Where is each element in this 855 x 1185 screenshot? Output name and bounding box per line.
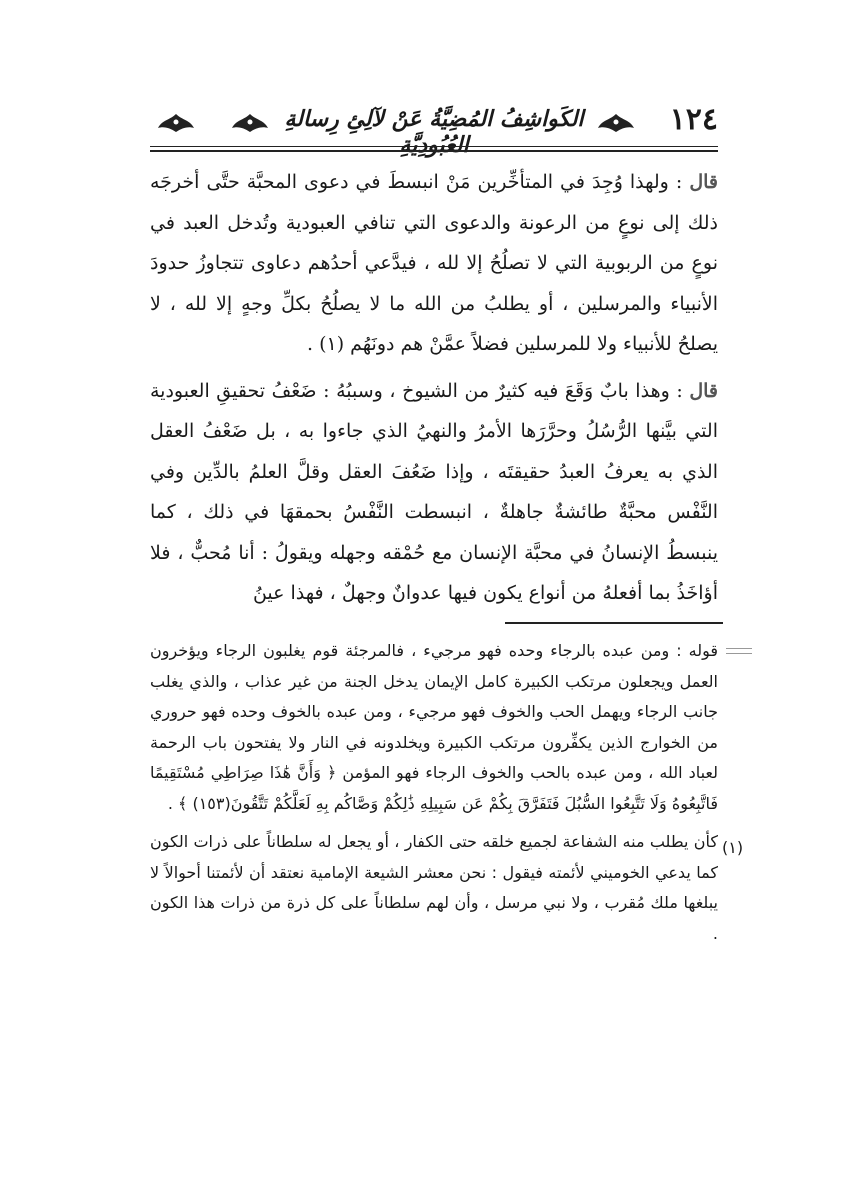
- main-text: [150, 162, 718, 614]
- footnote-separator: [505, 622, 723, 624]
- qala-label: قال: [689, 379, 718, 402]
- paragraph-text: : ولهذا وُجِدَ في المتأخِّرين مَنْ انبسطَ في دعوى المحبَّة حتَّى أخرجَه ذلك إلى نوعٍ من الرعونة والدعوى التي تنافي العبودية وتُدخل العبد في نوعٍ من الربوبية التي لا تصلُحُ إلا لله ، فيدَّعي أحدُهم دعاوى تتجاوزُ حدودَ الأنبياء والمرسلين ، أو يطلبُ من الله ما لا يصلُحُ بكلِّ وجهٍ إلا لله ، لا يصلحُ للأنبياء ولا للمرسلين فضلاً عمَّنْ هم دونَهُم (١) .: [150, 171, 718, 355]
- footnotes: [150, 636, 718, 949]
- floral-ornament-icon: [596, 110, 636, 134]
- floral-ornament-icon: [230, 110, 270, 134]
- margin-mark: [726, 648, 752, 654]
- footnote-continued: قوله : ومن عبده بالرجاء وحده فهو مرجيء ، فالمرجئة قوم يغلبون الرجاء ويؤخرون العمل ويجعلون مرتكب الكبيرة كامل الإيمان يدخل الجنة من غير عذاب ، والذي يغلب جانب الرجاء ويهمل الحب والخوف فهو مرجيء ، ومن عبده بالخوف وحده فهو حروري من الخوارج الذين يكفِّرون مرتكب الكبيرة ويخلدونه في النار ولا يفتحون باب الرحمة لعباد الله ، ومن عبده بالحب والخوف الرجاء فهو المؤمن ﴿ وَأَنَّ هَٰذَا صِرَاطِي مُسْتَقِيمًا فَاتَّبِعُوهُ وَلَا تَتَّبِعُوا السُّبُلَ فَتَفَرَّقَ بِكُمْ عَن سَبِيلِهِ ذَٰلِكُمْ وَصَّاكُم بِهِ لَعَلَّكُمْ تَتَّقُونَ(١٥٣) ﴾ .: [150, 641, 718, 813]
- qala-label: قال: [689, 171, 719, 193]
- footnote-1: كأن يطلب منه الشفاعة لجميع خلقه حتى الكفار ، أو يجعل له سلطاناً على ذرات الكون كما يدعي الخوميني لأئمته فيقول : نحن معشر الشيعة الإمامية نعتقد أن لأئمتنا أحوالاً لا يبلغها ملك مُقرب ، ولا نبي مرسل ، وأن لهم سلطاناً على كل ذرة من ذرات هذا الكون .: [150, 832, 718, 943]
- main-paragraph: [150, 371, 718, 614]
- page-header: [150, 96, 718, 158]
- floral-ornament-icon: [156, 110, 196, 134]
- footnote-marker: (١): [722, 838, 744, 857]
- paragraph-text: : وهذا بابٌ وَقَعَ فيه كثيرٌ من الشيوخ ، وسببُهُ : ضَعْفُ تحقيقِ العبودية التي بيَّنها الرُّسُلُ وحرَّرَها الأمرُ والنهيُ الذي جاءوا به ، بل ضَعْفُ العقل الذي به يعرفُ العبدُ حقيقتَه ، وإذا ضَعُفَ العقل وقلَّ العلمُ بالدِّين وفي النَّفْس محبَّةٌ طائشةٌ جاهلةٌ ، انبسطت النَّفْسُ بحمقهَا في ذلك ، كما ينبسطُ الإنسانُ في محبَّة الإنسان مع حُمْقه وجهله ويقولُ : أنا مُحبٌّ ، فلا أؤاخَذُ بما أفعلهُ من أنواع يكون فيها عدوانٌ وجهلٌ ، فهذا عينُ: [150, 379, 718, 604]
- running-title: الكَواشِفُ المُضِيَّةُ عَنْ لآلِئِ رِسالةِ العُبُودِيَّةِ: [284, 106, 584, 158]
- header-rule: [150, 146, 718, 152]
- main-paragraph: [150, 162, 718, 365]
- page-number: ١٢٤: [669, 102, 718, 137]
